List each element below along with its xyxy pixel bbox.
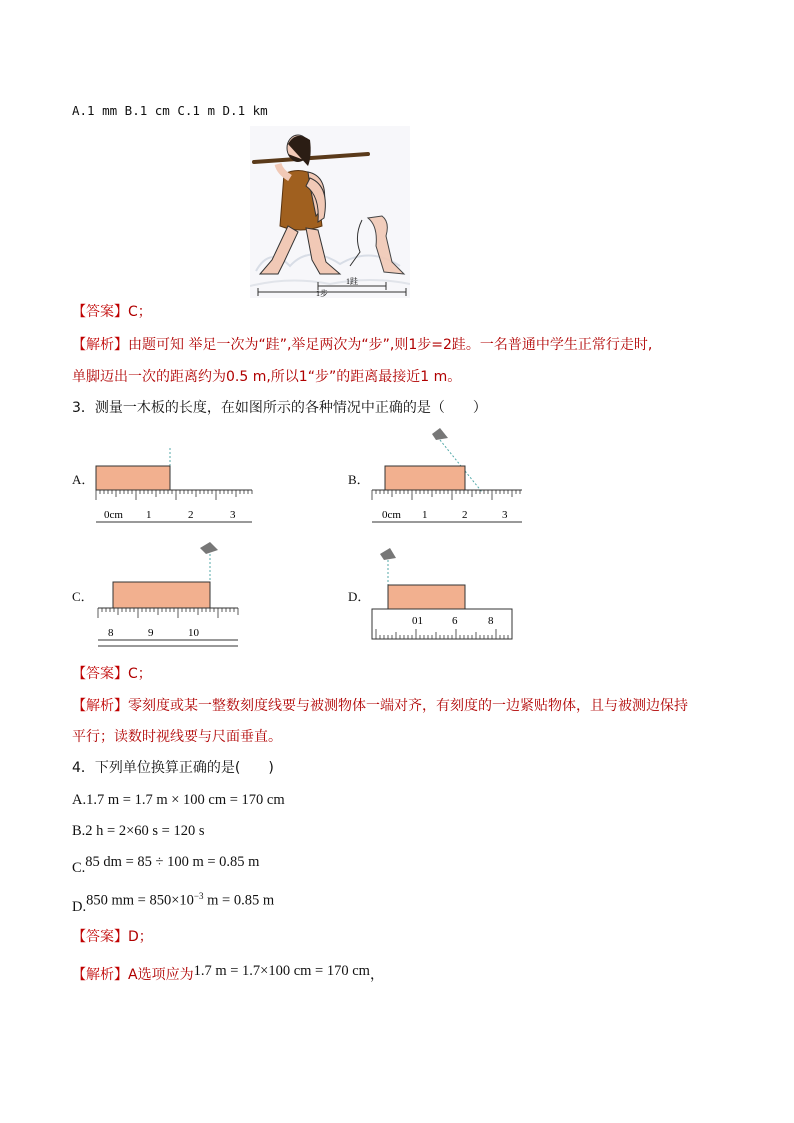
q2-analysis-line2: 单脚迈出一次的距离约为0.5 m,所以1“步”的距离最接近1 m。 <box>72 369 462 385</box>
tick-label: 8 <box>108 627 114 639</box>
analysis-expr: 1.7 m = 1.7×100 cm = 170 cm <box>193 963 370 979</box>
board-a <box>96 466 170 490</box>
analysis-tag: 【解析】 <box>72 698 128 714</box>
option-expr: 85 dm = 85 ÷ 100 m = 0.85 m <box>85 854 260 870</box>
answer-value: D； <box>128 929 153 945</box>
q3-option-a-label: A． <box>72 472 95 487</box>
q4-analysis <box>72 965 384 985</box>
tick-label: 10 <box>188 627 199 639</box>
q4-option-d <box>72 886 275 915</box>
tick-label: 1 <box>422 509 428 521</box>
board-d <box>388 585 465 609</box>
tick-label: 0cm <box>382 509 401 521</box>
option-label: B. <box>72 823 86 839</box>
tick-label: 01 <box>412 615 423 627</box>
answer-tag: 【答案】 <box>72 929 128 945</box>
q3-option-a-figure <box>94 444 256 528</box>
q2-analysis-line1 <box>72 335 652 355</box>
q4-option-b <box>72 821 205 841</box>
q3-option-d-label: D． <box>348 589 371 604</box>
option-label: A. <box>72 792 87 808</box>
q4-stem: 4．下列单位换算正确的是( ) <box>72 760 274 776</box>
board-b <box>385 466 465 490</box>
ruler-c <box>98 608 238 640</box>
analysis-end: ， <box>369 967 384 983</box>
tick-label: 0cm <box>104 509 123 521</box>
tick-label: 3 <box>502 509 508 521</box>
analysis-text: 零刻度或某一整数刻度线要与被测物体一端对齐，有刻度的一边紧贴物体，且与被测边保持 <box>128 698 688 714</box>
analysis-text: 由题可知 举足一次为“跬”,举足两次为“步”,则1步=2跬。一名普通中学生正常行走时, <box>128 337 653 353</box>
q3-stem: 3．测量一木板的长度，在如图所示的各种情况中正确的是（ ） <box>72 400 487 416</box>
option-expr-sup: −3 <box>193 891 204 901</box>
option-expr: 2 h = 2×60 s = 120 s <box>85 823 205 839</box>
tick-label: 9 <box>148 627 154 639</box>
q4-option-a <box>72 790 285 810</box>
option-expr: 850 mm = 850×10 <box>86 892 194 909</box>
q3-option-d-figure <box>370 540 516 642</box>
tick-label: 2 <box>188 509 194 521</box>
q4-option-c <box>72 852 260 876</box>
q2-answer <box>72 302 152 322</box>
answer-value: C； <box>128 304 152 320</box>
q3-option-b-figure <box>370 426 530 528</box>
analysis-text: A选项应为 <box>128 967 194 983</box>
option-label: C. <box>72 860 86 876</box>
label-kui: 1跬 <box>346 277 358 286</box>
q3-analysis-line2: 平行；读数时视线要与尺面垂直。 <box>72 729 282 745</box>
label-bu: 1步 <box>316 289 328 298</box>
analysis-tag: 【解析】 <box>72 967 128 983</box>
board-c <box>113 582 210 608</box>
q3-option-b-label: B． <box>348 472 370 487</box>
q3-answer <box>72 664 152 684</box>
q3-option-c-figure <box>94 536 244 648</box>
answer-tag: 【答案】 <box>72 666 128 682</box>
answer-value: C； <box>128 666 152 682</box>
tick-label: 3 <box>230 509 236 521</box>
q4-answer <box>72 927 153 947</box>
tick-label: 1 <box>146 509 152 521</box>
tick-label: 6 <box>452 615 458 627</box>
option-expr: 1.7 m = 1.7 m × 100 cm = 170 cm <box>86 792 285 808</box>
option-expr-post: m = 0.85 m <box>203 892 275 909</box>
tick-label: 8 <box>488 615 494 627</box>
walking-man-figure <box>250 126 410 298</box>
tick-label: 2 <box>462 509 468 521</box>
q2-options: A.1 mm B.1 cm C.1 m D.1 km <box>72 103 268 118</box>
analysis-tag: 【解析】 <box>72 337 128 353</box>
answer-tag: 【答案】 <box>72 304 128 320</box>
q3-option-c-label: C． <box>72 589 94 604</box>
option-label: D. <box>72 898 87 915</box>
q3-analysis-line1 <box>72 696 688 716</box>
